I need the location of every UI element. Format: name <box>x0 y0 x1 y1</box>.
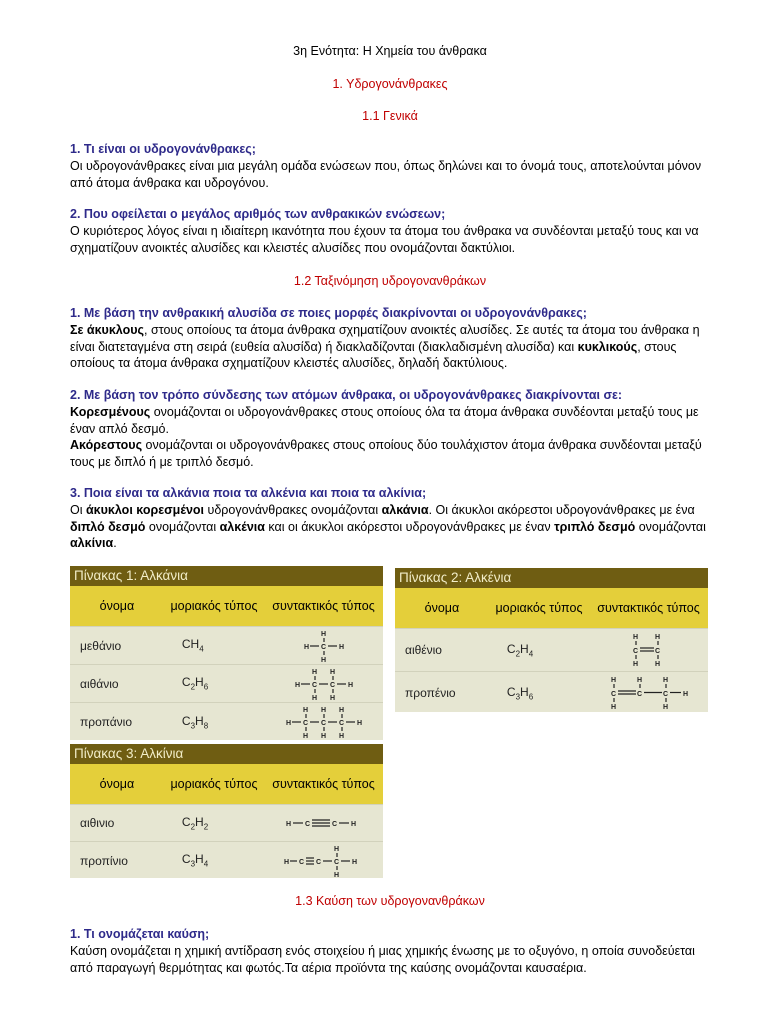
svg-text:H: H <box>632 661 638 668</box>
svg-text:H: H <box>285 821 291 828</box>
header-structure: συντακτικός τύπος <box>272 777 375 791</box>
structural-formula-ethane <box>264 667 383 701</box>
svg-text:H: H <box>283 858 289 866</box>
question-2: 2. Που οφείλεται ο μεγάλος αριθμός των ανθρακικών ενώσεων; <box>70 207 446 221</box>
compound-name: προπένιο <box>405 686 456 700</box>
table-row <box>70 664 383 702</box>
table-row <box>70 626 383 664</box>
document-title: 3η Ενότητα: Η Χημεία του άνθρακα <box>293 44 487 58</box>
svg-text:C: C <box>662 691 668 698</box>
svg-text:C: C <box>333 858 339 866</box>
molecular-formula: $C_2H_2$ <box>181 814 209 832</box>
svg-text:H: H <box>333 845 339 853</box>
molecular-formula: $C_3H_8$ <box>181 713 209 731</box>
svg-text:H: H <box>311 668 317 676</box>
header-formula: μοριακός τύπος <box>170 599 258 613</box>
table-alkenes-header <box>395 588 708 628</box>
svg-text:C: C <box>315 858 321 866</box>
table-alkynes <box>70 744 383 878</box>
svg-text:C: C <box>654 648 660 655</box>
question-5: 3. Ποια είναι τα αλκάνια ποια τα αλκένια και ποια τα αλκίνια; <box>70 486 427 500</box>
compound-name: μεθάνιο <box>80 638 122 653</box>
header-name: όνομα <box>99 777 135 791</box>
svg-text:H: H <box>333 871 339 878</box>
molecular-formula: $C_2H_4$ <box>506 641 534 659</box>
svg-text:H: H <box>294 681 300 689</box>
molecular-formula: $C_3H_4$ <box>181 852 209 869</box>
svg-text:H: H <box>654 634 660 641</box>
molecular-formula: $CH_4$ <box>181 637 204 654</box>
header-formula: μοριακός τύπος <box>170 777 258 791</box>
svg-text:C: C <box>311 681 317 689</box>
svg-text:H: H <box>302 707 308 714</box>
svg-text:H: H <box>636 677 642 684</box>
compound-name: αιθινιο <box>80 816 115 830</box>
compound-name: προπίνιο <box>80 853 128 868</box>
section-heading-combustion: 1.3 Καύση των υδρογονανθράκων <box>295 894 485 908</box>
molecular-formula: $C_3H_6$ <box>506 684 534 702</box>
compound-name: αιθάνιο <box>80 676 119 691</box>
structural-formula-propyne <box>264 844 383 878</box>
table-alkanes-title: Πίνακας 1: Αλκάνια <box>70 566 383 586</box>
section-heading-hydrocarbons: 1. Υδρογονάνθρακες <box>332 77 448 91</box>
structural-formula-propene <box>589 675 708 711</box>
table-alkenes <box>395 568 708 712</box>
table-row <box>70 702 383 741</box>
table-row <box>70 804 383 841</box>
question-4: 2. Με βάση τον τρόπο σύνδεσης των ατόμων άνθρακα, οι υδρογονάνθρακες διακρίνονται σε: <box>70 388 623 402</box>
svg-text:C: C <box>304 821 310 828</box>
svg-text:C: C <box>298 858 304 866</box>
svg-text:C: C <box>302 720 308 727</box>
table-alkanes <box>70 566 383 740</box>
header-name: όνομα <box>424 601 460 615</box>
svg-text:H: H <box>329 668 335 676</box>
svg-text:H: H <box>338 707 344 714</box>
svg-text:H: H <box>320 656 326 663</box>
svg-text:H: H <box>320 630 326 638</box>
svg-text:C: C <box>331 821 337 828</box>
answer-1: Οι υδρογονάνθρακες είναι μια μεγάλη ομάδα ενώσεων που, όπως δηλώνει και το όνομά τους, αποτελούνται μόνον από άτομα άνθρακα και υδρογόνου. <box>70 159 702 190</box>
svg-text:H: H <box>351 858 357 866</box>
svg-text:H: H <box>320 707 326 714</box>
section-heading-general: 1.1 Γενικά <box>362 109 418 123</box>
table-row <box>395 628 708 671</box>
answer-4-saturated: Κορεσμένους ονομάζονται οι υδρογονάνθρακες στους οποίους όλα τα άτομα άνθρακα συνδέονται μεταξύ τους με έναν απλό δεσμό. <box>70 405 699 436</box>
question-1: 1. Τι είναι οι υδρογονάνθρακες; <box>70 142 256 156</box>
compound-name: αιθένιο <box>405 643 442 657</box>
table-row <box>395 671 708 714</box>
svg-text:H: H <box>682 691 688 698</box>
answer-3: Σε άκυκλους, στους οποίους τα άτομα άνθρακα σχηματίζουν ανοικτές αλυσίδες. Σε αυτές τα άτομα του άνθρακα η είναι διατεταγμένα στη σειρά (ευθεία αλυσίδα) ή διακλαδίζονται (διακλαδισμένη αλυσίδα) και κυκλικούς, στους οποίους τα άτομα άνθρακα σχηματίζουν κλειστές αλυσίδες, δηλαδή δακτύλιους. <box>70 323 700 370</box>
svg-text:H: H <box>285 720 291 727</box>
question-6: 1. Τι ονομάζεται καύση; <box>70 927 210 941</box>
structural-formula-methane <box>264 629 383 663</box>
svg-text:C: C <box>632 648 638 655</box>
answer-6: Καύση ονομάζεται η χημική αντίδραση ενός στοιχείου ή μιας χημικής ένωσης με το οξυγόνο, η οποία συνοδεύεται από παραγωγή θερμότητας και φωτός.Τα αέρια προϊόντα της καύσης ονομάζονται καυσαέρια. <box>70 944 695 975</box>
svg-text:C: C <box>636 691 642 698</box>
svg-text:H: H <box>338 643 344 651</box>
svg-text:H: H <box>662 677 668 684</box>
svg-text:H: H <box>654 661 660 668</box>
structural-formula-propane <box>264 705 383 739</box>
svg-text:H: H <box>632 634 638 641</box>
svg-text:C: C <box>320 720 326 727</box>
compound-name: προπάνιο <box>80 715 132 729</box>
svg-text:H: H <box>356 720 362 727</box>
table-alkynes-title: Πίνακας 3: Αλκίνια <box>70 744 383 764</box>
svg-text:C: C <box>338 720 344 727</box>
svg-text:H: H <box>303 643 309 651</box>
svg-text:H: H <box>338 733 344 739</box>
svg-text:H: H <box>610 704 616 711</box>
table-alkenes-title: Πίνακας 2: Αλκένια <box>395 568 708 588</box>
header-formula: μοριακός τύπος <box>495 601 583 615</box>
header-structure: συντακτικός τύπος <box>272 599 375 613</box>
svg-text:H: H <box>329 694 335 701</box>
section-heading-classification: 1.2 Ταξινόμηση υδρογονανθράκων <box>293 274 487 288</box>
svg-text:C: C <box>320 643 326 651</box>
molecular-formula: $C_2H_6$ <box>181 675 209 692</box>
header-structure: συντακτικός τύπος <box>597 601 700 615</box>
svg-text:C: C <box>610 691 616 698</box>
answer-2: Ο κυριότερος λόγος είναι η ιδιαίτερη ικανότητα που έχουν τα άτομα του άνθρακα να συνδέονται μεταξύ τους και να σχηματίζουν ανοικτές αλυσίδες και κλειστές αλυσίδες που ονομάζονται δακτύλιοι. <box>70 224 699 255</box>
svg-text:H: H <box>350 821 356 828</box>
question-3: 1. Με βάση την ανθρακική αλυσίδα σε ποιες μορφές διακρίνονται οι υδρογονάνθρακες; <box>70 306 587 320</box>
structural-formula-ethene <box>589 632 708 668</box>
svg-text:C: C <box>329 681 335 689</box>
answer-4-unsaturated: Ακόρεστους ονομάζονται οι υδρογονάνθρακες στους οποίους δύο τουλάχιστον άτομα άνθρακα συνδέονται μεταξύ τους με διπλό ή με τριπλό δεσμό. <box>70 438 702 469</box>
table-alkynes-header <box>70 764 383 804</box>
svg-text:H: H <box>320 733 326 739</box>
table-row <box>70 841 383 879</box>
svg-text:H: H <box>347 681 353 689</box>
header-name: όνομα <box>99 599 135 613</box>
svg-text:H: H <box>662 704 668 711</box>
answer-5: Οι άκυκλοι κορεσμένοι υδρογονάνθρακες ονομάζονται αλκάνια. Οι άκυκλοι ακόρεστοι υδρογονάνθρακες με ένα διπλό δεσμό ονομάζονται αλκένια και οι άκυκλοι ακόρεστοι υδρογονάνθρακες με έναν τριπλό δεσμό ονομάζονται αλκίνια. <box>70 503 706 550</box>
table-alkanes-header <box>70 586 383 626</box>
structural-formula-ethyne <box>264 813 383 833</box>
svg-text:H: H <box>610 677 616 684</box>
svg-text:H: H <box>302 733 308 739</box>
svg-text:H: H <box>311 694 317 701</box>
